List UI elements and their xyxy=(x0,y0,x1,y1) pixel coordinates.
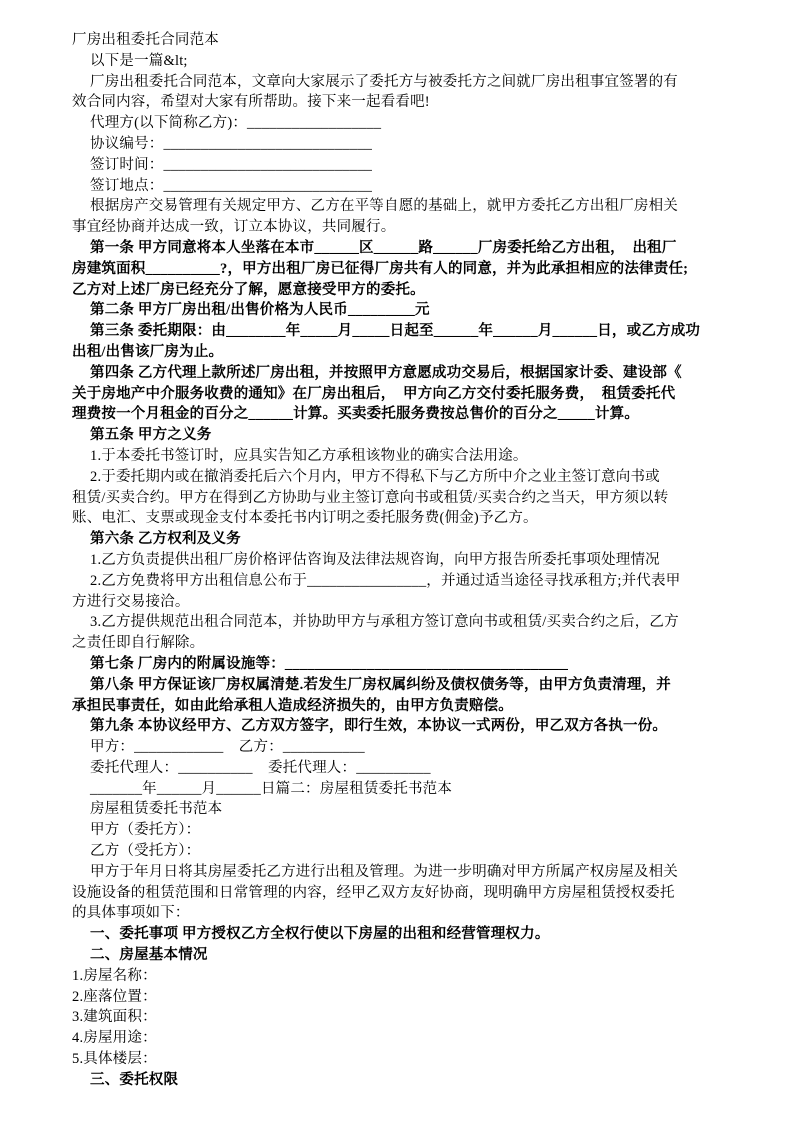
text-line: 1.于本委托书签订时，应具实告知乙方承租该物业的确实合法用途。 xyxy=(90,447,528,464)
text-line: 甲方（委托方）： xyxy=(90,822,201,839)
text-line: 关于房地产中介服务收费的通知》在厂房出租后， 甲方向乙方交付委托服务费， 租赁委托代 xyxy=(72,385,676,402)
text-line: 签订时间：____________________________ xyxy=(90,156,373,173)
text-line: 二、房屋基本情况 xyxy=(90,947,208,964)
text-line: 甲方于年月日将其房屋委托乙方进行出租及管理。为进一步明确对甲方所属产权房屋及相关 xyxy=(90,863,678,880)
text-line: 设施设备的租赁范围和日常管理的内容，经甲乙双方友好协商，现明确甲方房屋租赁授权委托 xyxy=(72,884,675,901)
text-line: 一、委托事项 甲方授权乙方全权行使以下房屋的出租和经营管理权力。 xyxy=(90,926,550,943)
text-line: 第二条 甲方厂房出租/出售价格为人民币_________元 xyxy=(90,302,430,319)
text-line: 1.房屋名称： xyxy=(72,967,157,984)
text-line: 3.乙方提供规范出租合同范本，并协助甲方与承租方签订意向书或租赁/买卖合约之后，乙方 xyxy=(90,614,679,631)
text-line: 2.于委托期内或在撤消委托后六个月内，甲方不得私下与乙方所中介之业主签订意向书或 xyxy=(90,468,660,485)
text-line: _______年______月______日篇二：房屋租赁委托书范本 xyxy=(90,780,453,797)
text-line: 租赁/买卖合约。甲方在得到乙方协助与业主签订意向书或租赁/买卖合约之当天，甲方须以转 xyxy=(72,489,669,506)
text-line: 第一条 甲方同意将本人坐落在本市______区______路______厂房委托给乙方出租， 出租厂 xyxy=(90,239,677,256)
text-line: 4.房屋用途： xyxy=(72,1030,157,1047)
text-line: 第三条 委托期限：由________年_____月_____日起至______年______月______日，或乙方成功 xyxy=(90,323,701,340)
text-line: 之责任即自行解除。 xyxy=(72,635,205,652)
text-line: 承担民事责任，如由此给承租人造成经济损失的，由甲方负责赔偿。 xyxy=(72,697,513,714)
text-line: 第七条 厂房内的附属设施等：______________________________________ xyxy=(90,655,569,672)
text-line: 第四条 乙方代理上款所述厂房出租，并按照甲方意愿成功交易后，根据国家计委、建设部《 xyxy=(90,364,682,381)
text-line: 乙方对上述厂房已经充分了解，愿意接受甲方的委托。 xyxy=(72,281,425,298)
text-line: 5.具体楼层： xyxy=(72,1051,157,1068)
text-line: 第六条 乙方权利及义务 xyxy=(90,531,241,548)
text-line: 三、委托权限 xyxy=(90,1071,179,1088)
text-line: 第五条 甲方之义务 xyxy=(90,427,212,444)
text-line: 协议编号：____________________________ xyxy=(90,135,373,152)
text-line: 出租/出售该厂房为止。 xyxy=(72,343,224,360)
text-line: 房建筑面积__________?，甲方出租厂房已征得厂房共有人的同意，并为此承担相应的法律责任; xyxy=(72,260,689,277)
text-line: 代理方(以下简称乙方)：__________________ xyxy=(90,115,382,132)
text-line: 厂房出租委托合同范本，文章向大家展示了委托方与被委托方之间就厂房出租事宜签署的有 xyxy=(90,73,678,90)
text-line: 3.建筑面积： xyxy=(72,1009,157,1026)
text-line: 账、电汇、支票或现金支付本委托书内订明之委托服务费(佣金)予乙方。 xyxy=(72,510,538,527)
text-line: 签订地点：____________________________ xyxy=(90,177,373,194)
text-line: 方进行交易接洽。 xyxy=(72,593,190,610)
text-line: 2.座落位置： xyxy=(72,988,157,1005)
text-line: 第九条 本协议经甲方、乙方双方签字，即行生效，本协议一式两份，甲乙双方各执一份。 xyxy=(90,718,668,735)
document-title: 厂房出租委托合同范本 xyxy=(72,32,219,48)
document-lines xyxy=(72,30,724,1091)
text-line: 效合同内容，希望对大家有所帮助。接下来一起看看吧! xyxy=(72,94,430,111)
text-line: 的具体事项如下： xyxy=(72,905,190,922)
text-line: 委托代理人：__________ 委托代理人：__________ xyxy=(90,759,431,776)
text-line: 1.乙方负责提供出租厂房价格评估咨询及法律法规咨询，向甲方报告所委托事项处理情况 xyxy=(90,551,660,568)
text-line: 根据房产交易管理有关规定甲方、乙方在平等自愿的基础上，就甲方委托乙方出租厂房相关 xyxy=(90,198,678,215)
text-line: 以下是一篇&lt; xyxy=(90,52,188,69)
text-line: 理费按一个月租金的百分之______计算。买卖委托服务费按总售价的百分之_____计算。 xyxy=(72,406,640,423)
text-line: 第八条 甲方保证该厂房权属清楚.若发生厂房权属纠纷及债权债务等，由甲方负责清理，并 xyxy=(90,676,671,693)
text-line: 事宜经协商并达成一致，订立本协议，共同履行。 xyxy=(72,219,396,236)
text-line: 乙方（受托方）： xyxy=(90,843,201,860)
text-line: 2.乙方免费将甲方出租信息公布于________________，并通过适当途径寻找承租方;并代表甲 xyxy=(90,572,681,589)
text-line: 甲方：____________ 乙方：___________ xyxy=(90,739,365,756)
text-line: 房屋租赁委托书范本 xyxy=(90,801,223,818)
